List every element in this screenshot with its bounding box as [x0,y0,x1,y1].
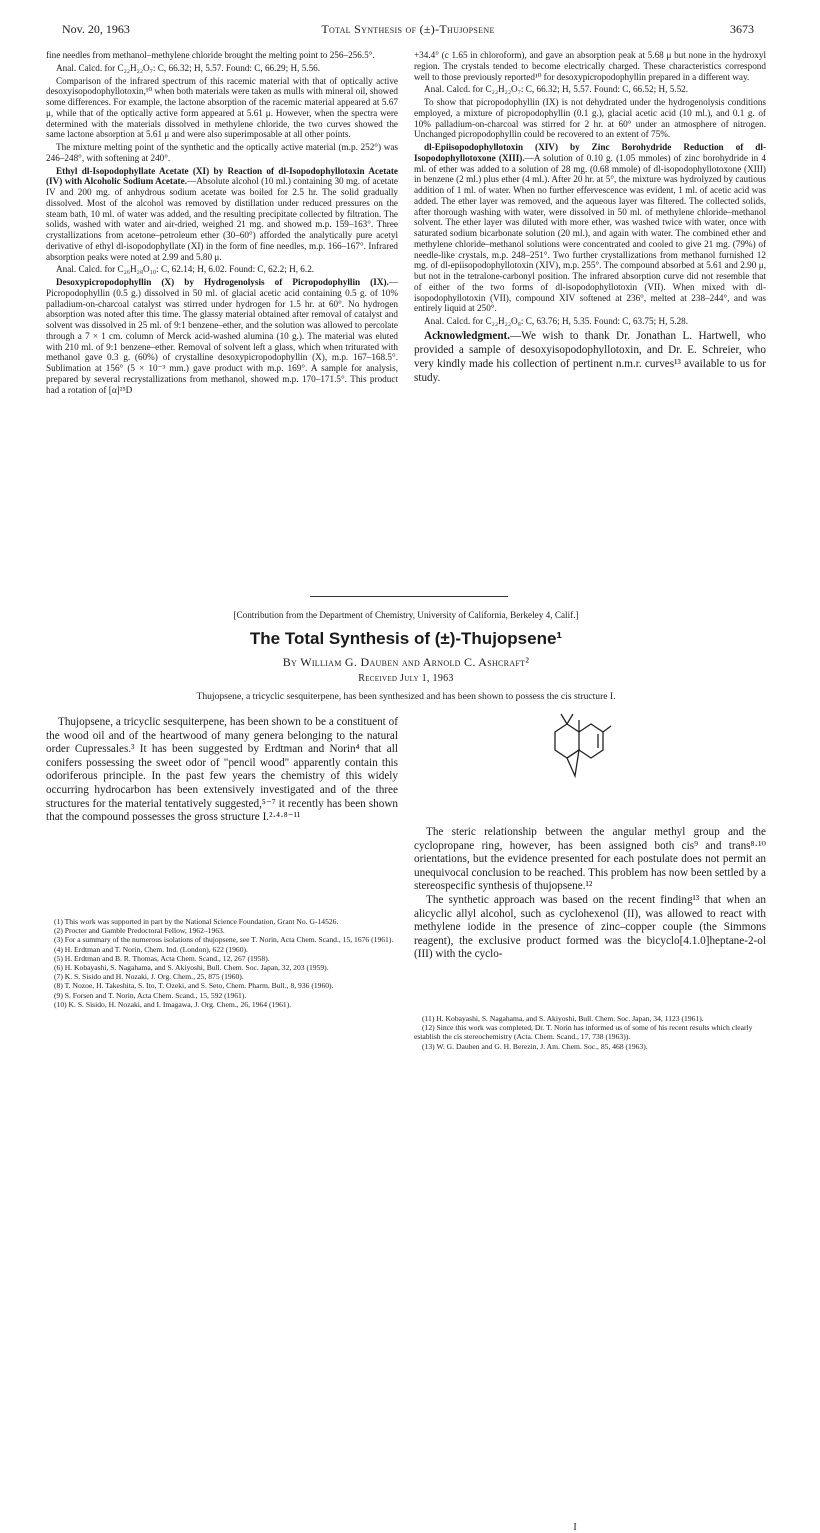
methyl-bond [561,714,567,724]
analysis-line: Anal. Calcd. for C₂₂H₂₂O₈: C, 63.76; H, 5.35. Found: C, 63.75; H, 5.28. [424,316,689,326]
footnote: (10) K. S. Sisido, H. Nozaki, and I. Imagawa, J. Org. Chem., 26, 1964 (1961). [54,999,292,1009]
footnote: (13) W. G. Dauben and G. H. Berezin, J. Am. Chem. Soc., 85, 468 (1963). [422,1041,648,1051]
acknowledgment-heading: Acknowledgment. [424,329,511,342]
header-page-number: 3673 [730,22,754,36]
acknowledgment-text: —We wish to thank Dr. Jonathan L. Hartwell, who provided a sample of desoxyisopodophyllotoxin, and Dr. E. Schreier, who very kindly made his collection of pertinent n.m.r. curves¹³ available to us for study. [414,329,766,384]
section-text: —A solution of 0.10 g. (1.05 mmoles) of zinc borohydride in 4 ml. of ether was added to a solution of 28 mg. (0.68 mmole) of dl-isopodophyllotoxone (XIII) in benzene (2 ml.) plus ether (4 ml.). After 20 hr. at 5°, the mixture was hydrolyzed by cautious addition of 1 ml. of water. When no further effervescence was evident, 1 ml. of acetic acid was added. The ether layer was removed, and the aqueous layer was filtered. The collected solids, after thorough washing with water, were dissolved in 50 ml. of methylene chloride–methanol solvent. The ether layer was diluted with more ether, was washed twice with water, once with saturated sodium bicarbonate solution (20 ml.), and again with water. The combined ether and methylene chloride–methanol solutions were concentrated and cooled to give 21 mg. (79%) of needle-like crystals, m.p. 248–251°. Two further crystallizations from methanol furnished 12 mg. of dl-epiisopodophyllotoxin (XIV), m.p. 255°. The compound absorbed at 5.61 and 2.90 μ, but not in the tetralone-carbonyl position. The infrared absorption curve did not resemble that of either of the two forms of dl-isopodophyllotoxin (VII). When mixed with dl-isopodophyllotoxin (VII), compound XIV softened at 236°, melted at 238–244°, and was entirely liquid at 250°. [414,152,767,314]
paragraph: The synthetic approach was based on the recent finding¹³ that when an alicyclic allyl alcohol, such as cyclohexenol (II), was allowed to react with methylene iodide in the presence of zinc–copper couple (the Simmons reagent), the exclusive product formed was the bicyclo[4.1.0]heptane-2-ol (III) with the cyclo- [414,893,766,961]
top-left-column [46,50,398,397]
article-title: The Total Synthesis of (±)-Thujopsene¹ [249,629,563,648]
section-heading: Desoxypicropodophyllin (X) by Hydrogenolysis of Picropodophyllin (IX). [56,277,389,287]
paragraph: fine needles from methanol–methylene chloride brought the melting point to 256–256.5°. [46,50,375,60]
structure-label: I [573,1522,577,1533]
structure-diagram [535,710,615,810]
methyl-bond [603,726,611,732]
paragraph: To show that picropodophyllin (IX) is not dehydrated under the hydrogenolysis conditions employed, a mixture of picropodophyllin (0.1 g.), glacial acetic acid (10 ml.), and 0.1 g. of 10% palladium-on-charcoal was stirred for 2 hr. at 60° under an atmosphere of nitrogen. Unchanged picropodophyllin could be recovered to an extent of 75%. [414,97,766,140]
body-right-column [414,826,766,962]
thujopsene-structure [535,710,615,1533]
section-text: —Picropodophyllin (0.5 g.) dissolved in 50 ml. of glacial acetic acid containing 0.5 g. of 10% palladium-on-charcoal catalyst was stirred under hydrogen for 1.5 hr. at 60°. No hydrogen absorption was noted after this time. The glassy material obtained after removal of catalyst and solvent was dissolved in 25 ml. of 9:1 benzene–ether, and the solution was allowed to percolate through a 7 × 1 cm. column of Merck acid-washed alumina (10 g.). The material was eluted with 210 ml. of 9:1 benzene–ether. Removal of solvent left a glass, which when triturated with methanol gave 0.3 g. (60%) of crystalline desoxypicropodophyllin (X), m.p. 167–168.5°. Sublimation at 156° (5 × 10⁻³ mm.) gave product with m.p. 169°. A sample for analysis, prepared by several recrystallizations from methanol, showed m.p. 170–171.5°. This product had a rotation of [α]²⁵D [46,277,398,395]
page-header [62,22,754,38]
footnote: (5) H. Erdtman and B. R. Thomas, Acta Chem. Scand., 12, 267 (1958). [54,953,270,963]
footnote: (2) Procter and Gamble Predoctoral Fellow, 1962–1963. [54,926,225,936]
paragraph: Thujopsene, a tricyclic sesquiterpene, has been shown to be a constituent of the wood oil and of the heartwood of many genera belonging to the natural order Cupressales.³ It has been suggested by Erdtman and Norin⁴ that all conifers possessing the sweet odor of "pencil wood" apparently contain this odoriferous principle. In the past few years the chemistry of this widely occurring hydrocarbon has been extensively investigated and of the three structures for the material tentatively suggested,⁵⁻⁷ it recently has been shown that the compound possesses the gross structure I.²·⁴·⁸⁻¹¹ [46,716,398,824]
body-left-column [46,716,398,825]
contribution-line: [Contribution from the Department of Chemistry, University of California, Berkeley 4, Calif.] [233,610,579,620]
footnote: (1) This work was supported in part by the National Science Foundation, Grant No. G-14526. [54,917,339,926]
footnote: (12) Since this work was completed, Dr. T. Norin has informed us of some of his recent results which clearly establish the cis stereochemistry (Acta. Chem. Scand., 17, 738 (1963)). [414,1023,753,1042]
abstract: Thujopsene, a tricyclic sesquiterpene, has been synthesized and has been shown to possess the cis structure I. [196,691,616,702]
paragraph [414,142,766,314]
methyl-bond [567,714,573,724]
received-date: Received July 1, 1963 [358,673,454,684]
cyclopropane-ring [567,750,579,776]
footnote: (3) For a summary of the numerous isolations of thujopsene, see T. Norin, Acta Chem. Scand., 15, 1676 (1961). [54,935,394,945]
header-date: Nov. 20, 1963 [62,22,130,36]
footnote: (9) S. Forsen and T. Norin, Acta Chem. Scand., 15, 592 (1961). [54,990,247,1000]
footnotes-left [46,917,398,1009]
acknowledgment [414,329,766,385]
section-heading: dl-Epiisopodophyllotoxin (XIV) by Zinc Borohydride Reduction of dl-Isopodophyllotoxone (XIII). [414,142,766,163]
top-right-column [414,50,766,387]
article-authors: By William G. Dauben and Arnold C. Ashcraft² [282,655,530,669]
footnote: (7) K. S. Sisido and H. Nozaki, J. Org. Chem., 25, 875 (1960). [54,972,244,982]
footnotes-right [414,1014,766,1051]
paragraph: The steric relationship between the angular methyl group and the cyclopropane ring, however, has been assigned both cis⁹ and trans⁸·¹⁰ orientations, but the evidence presented for each postulate does not permit an unequivocal conclusion to be reached. This problem has now been settled by a stereospecific synthesis of thujopsene.¹² [414,826,766,893]
paragraph [46,277,398,395]
footnote: (6) H. Kobayashi, S. Nagahama, and S. Akiyoshi, Bull. Chem. Soc. Japan, 32, 203 (1959). [54,963,329,973]
analysis-line: Anal. Calcd. for C₂₂H₂₂O₇: C, 66.32; H, 5.57. Found: C, 66.29; H, 5.56. [56,62,321,73]
paragraph: +34.4° (c 1.65 in chloroform), and gave an absorption peak at 5.68 μ but none in the hydroxyl region. The crystals tended to become electrically charged. These characteristics correspond well to those previously reported¹⁰ for desoxypicropodophyllin prepared in a different way. [414,50,766,82]
footnote: (11) H. Kobayashi, S. Nagahama, and S. Akiyoshi, Bull. Chem. Soc. Japan, 34, 1123 (1961). [422,1014,704,1023]
analysis-line: Anal. Calcd. for C₂₆H₂₈O₁₀: C, 62.14; H, 6.02. Found: C, 62.2; H, 6.2. [56,264,315,275]
footnote: (8) T. Nozoe, H. Takeshita, S. Ito, T. Ozeki, and S. Seto, Chem. Pharm. Bull., 8, 936 (1960). [54,981,334,991]
analysis-line: Anal. Calcd. for C₂₂H₂₂O₇: C, 66.32; H, 5.57. Found: C, 66.52; H, 5.52. [424,84,689,95]
paragraph: The mixture melting point of the synthetic and the optically active material (m.p. 252°) was 246–248°, with softening at 240°. [46,142,398,163]
section-text: —Absolute alcohol (10 ml.) containing 30 mg. of acetate IV and 200 mg. of anhydrous sodium acetate was boiled for 2.5 hr. The solid gradually dissolved. Most of the alcohol was removed by distillation under reduced pressures on the steam bath, 10 ml. of water was added, and the resulting precipitate collected by filtration. The solids, washed with water and air-dried, weighed 21 mg. and showed m.p. 159–163°. Three crystallizations from acetone–petroleum ether (30–60°) afforded the analytically pure acetyl derivative of ethyl dl-isopodophyllate (XI) in the form of fine needles, m.p. 166–167°. Infrared absorption peaks were noted at 2.99 and 5.80 μ. [46,176,398,262]
paragraph [46,166,398,263]
right-ring [579,724,603,758]
header-running-title: Total Synthesis of (±)-Thujopsene [321,22,495,36]
section-heading: Ethyl dl-Isopodophyllate Acetate (XI) by Reaction of dl-Isopodophyllotoxin Acetate (IV) with Alcoholic Sodium Acetate. [46,165,398,187]
footnote: (4) H. Erdtman and T. Norin, Chem. Ind. (London), 622 (1960). [54,944,248,954]
paragraph: Comparison of the infrared spectrum of this racemic material with that of optically active desoxyisopodophyllotoxin,¹⁰ when both materials were taken as mulls with mineral oil, showed some differences. For example, the lactone absorption of the racemic material appeared at 5.67 μ, while that of the optically active form appeared at 5.61 μ. However, when the spectra were determined with the materials dissolved in methylene chloride, the two curves showed the same lactone absorption at 5.61 μ and were also superimposable at all other points. [46,75,398,140]
section-divider [310,596,508,597]
